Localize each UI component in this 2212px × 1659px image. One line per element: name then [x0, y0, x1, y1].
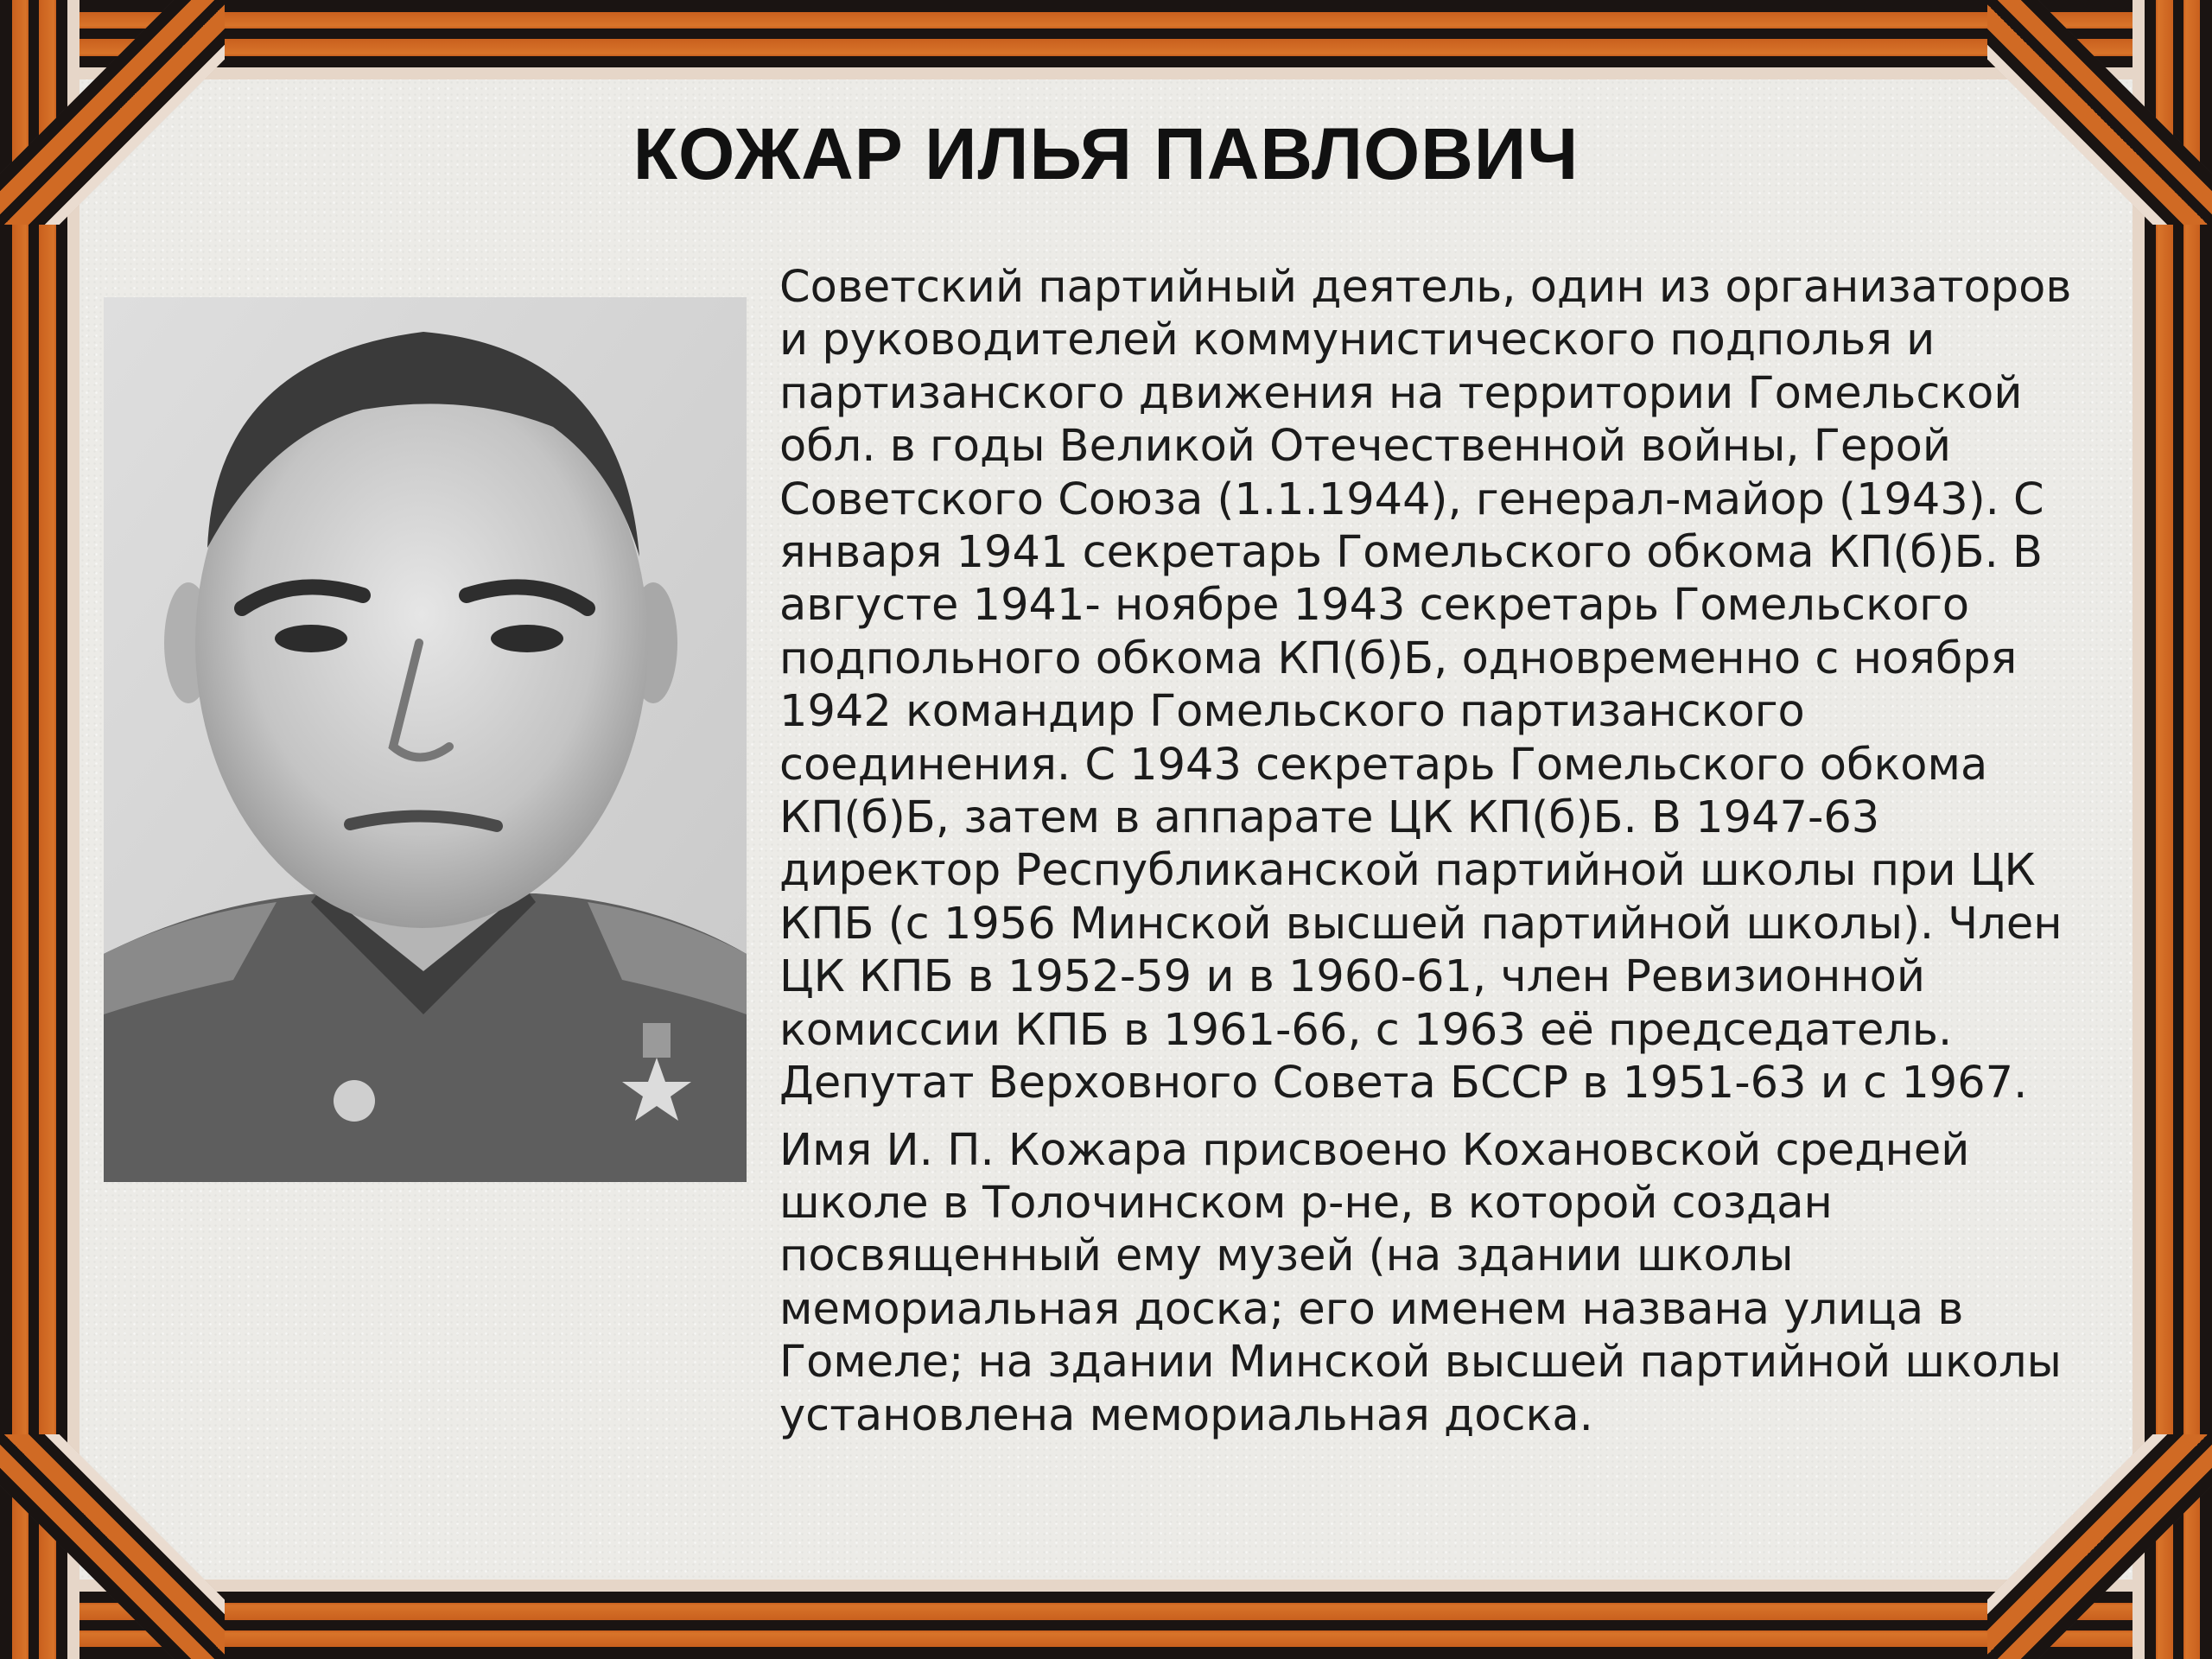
ribbon-border-right: [2133, 0, 2212, 1659]
ribbon-border-bottom: [0, 1580, 2212, 1659]
ribbon-border-top: [0, 0, 2212, 79]
ribbon-border-left: [0, 0, 79, 1659]
ribbon-corner-icon: [0, 1434, 225, 1659]
portrait-photo: [104, 297, 747, 1182]
memorial-paragraph: Имя И. П. Кожара присвоено Кохановской средней школе в Толочинском р-не, в которой создан посвященный ему музей (на здании школы мемориальная доска; его именем названа улица в Гомеле; на здании Минской высшей партийной школы установлена мемориальная доска.: [779, 1124, 2062, 1441]
biography-paragraph: Советский партийный деятель, один из организаторов и руководителей коммунистического подполья и партизанского движения на территории Гомельской обл. в годы Великой Отечественной войны, Герой Советского Союза (1.1.1944), генерал-майор (1943). С января 1941 секретарь Гомельского обкома КП(б)Б. В августе 1941- ноябре 1943 секретарь Гомельского подпольного обкома КП(б)Б, одновременно с ноября 1942 командир Гомельского партизанского соединения. С 1943 секретарь Гомельского обкома КП(б)Б, затем в аппарате ЦК КП(б)Б. В 1947-63 директор Республиканской партийной школы при ЦК КПБ (с 1956 Минской высшей партийной школы). Член ЦК КПБ в 1952-59 и в 1960-61, член Ревизионной комиссии КПБ в 1961-66, с 1963 её председатель. Депутат Верховного Совета БССР в 1951-63 и с 1967.: [779, 262, 2072, 1109]
ribbon-corner-icon: [1987, 1434, 2212, 1659]
biography-text: [779, 261, 2093, 1442]
portrait-icon: [104, 297, 747, 1182]
page-title: КОЖАР ИЛЬЯ ПАВЛОВИЧ: [632, 113, 1580, 194]
